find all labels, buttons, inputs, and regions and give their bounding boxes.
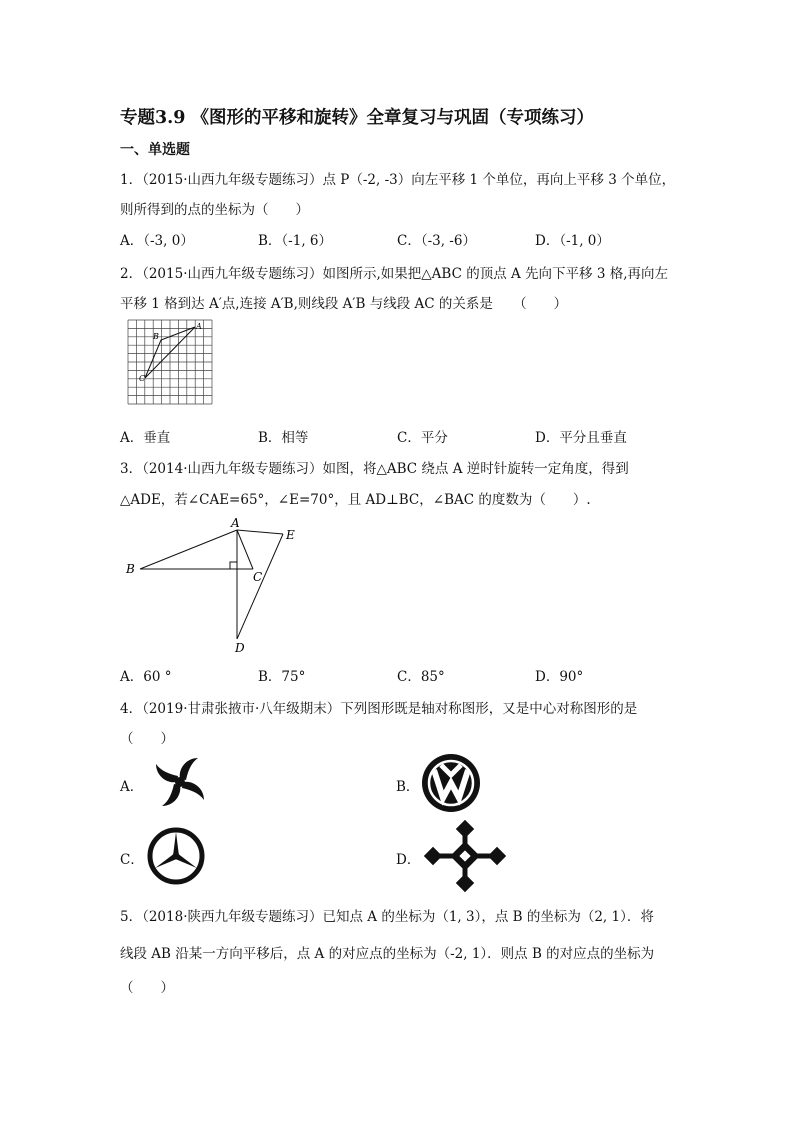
q3-text-line2: △ADE，若∠CAE=65°，∠E=70°，且 AD⊥BC，∠BAC 的度数为（ ）.: [120, 492, 591, 508]
diamond-cross-icon: [422, 820, 508, 894]
q2-text-line2: 平移 1 格到达 A′点,连接 A′B,则线段 A′B 与线段 AC 的关系是 （ ）: [120, 296, 568, 312]
q1-option-c[interactable]: C．（-3, -6）: [397, 233, 476, 249]
q3-option-c[interactable]: C．85°: [397, 669, 445, 685]
q3-right-angle-mark: [230, 562, 237, 569]
q1-text-line1: 1．（2015·山西九年级专题练习）点 P（-2, -3）向左平移 1 个单位，再向上平移 3 个单位，: [120, 172, 676, 188]
section-heading: 一、单选题: [120, 142, 190, 158]
page-title: 专题3.9 《图形的平移和旋转》全章复习与巩固（专项练习）: [120, 108, 595, 128]
vw-logo-icon: [420, 753, 482, 813]
q3-option-a[interactable]: A．60 °: [120, 669, 172, 685]
q2-label-b: B: [153, 332, 159, 341]
q3-label-b: B: [126, 562, 135, 576]
q3-segment-ab: [140, 530, 237, 569]
q2-label-a: A: [196, 322, 202, 331]
q3-text-line1: 3．（2014·山西九年级专题练习）如图，将△ABC 绕点 A 逆时针旋转一定角度，得到: [120, 461, 629, 477]
q3-segment-ed: [237, 534, 283, 639]
q3-segment-ae: [237, 530, 283, 534]
q4-option-a[interactable]: A．: [120, 779, 144, 795]
q2-option-d[interactable]: D．平分且垂直: [535, 430, 627, 446]
q2-option-a[interactable]: A．垂直: [120, 430, 171, 446]
mercedes-logo-icon: [146, 826, 206, 886]
q2-label-c: C: [139, 374, 146, 383]
q5-text-line3: （ ）: [120, 980, 174, 996]
q3-segment-ac: [237, 530, 253, 569]
q2-grid-figure: [126, 318, 216, 408]
pinwheel-icon: [148, 752, 212, 812]
q1-option-b[interactable]: B．（-1, 6）: [258, 233, 332, 249]
q2-option-c[interactable]: C．平分: [397, 430, 448, 446]
q4-text-line2: （ ）: [120, 731, 174, 747]
q4-option-b[interactable]: B．: [396, 779, 420, 795]
q5-text-line1: 5．（2018·陕西九年级专题练习）已知点 A 的坐标为（1, 3），点 B 的坐标为（2, 1）．将: [120, 909, 654, 925]
q3-rotation-figure: [120, 512, 310, 657]
q2-grid-lines: [128, 320, 212, 404]
q4-option-c[interactable]: C．: [120, 852, 144, 868]
q5-text-line2: 线段 AB 沿某一方向平移后，点 A 的对应点的坐标为（-2, 1）．则点 B 的对应点的坐标为: [120, 946, 655, 962]
q3-option-d[interactable]: D．90°: [535, 669, 584, 685]
q4-text-line1: 4．（2019·甘肃张掖市·八年级期末）下列图形既是轴对称图形，又是中心对称图形的是: [120, 701, 638, 717]
q4-option-d[interactable]: D．: [396, 852, 421, 868]
q1-option-d[interactable]: D．（-1, 0）: [535, 233, 610, 249]
q3-label-e: E: [286, 528, 295, 542]
q3-label-a: A: [231, 516, 240, 530]
q2-text-line1: 2．（2015·山西九年级专题练习）如图所示,如果把△ABC 的顶点 A 先向下平移 3 格,再向左: [120, 266, 668, 282]
q3-label-d: D: [235, 641, 245, 655]
q1-text-line2: 则所得到的点的坐标为（ ）: [120, 202, 309, 218]
q2-option-b[interactable]: B．相等: [258, 430, 309, 446]
q3-option-b[interactable]: B．75°: [258, 669, 306, 685]
q1-option-a[interactable]: A．（-3, 0）: [120, 233, 194, 249]
q3-label-c: C: [253, 570, 263, 584]
